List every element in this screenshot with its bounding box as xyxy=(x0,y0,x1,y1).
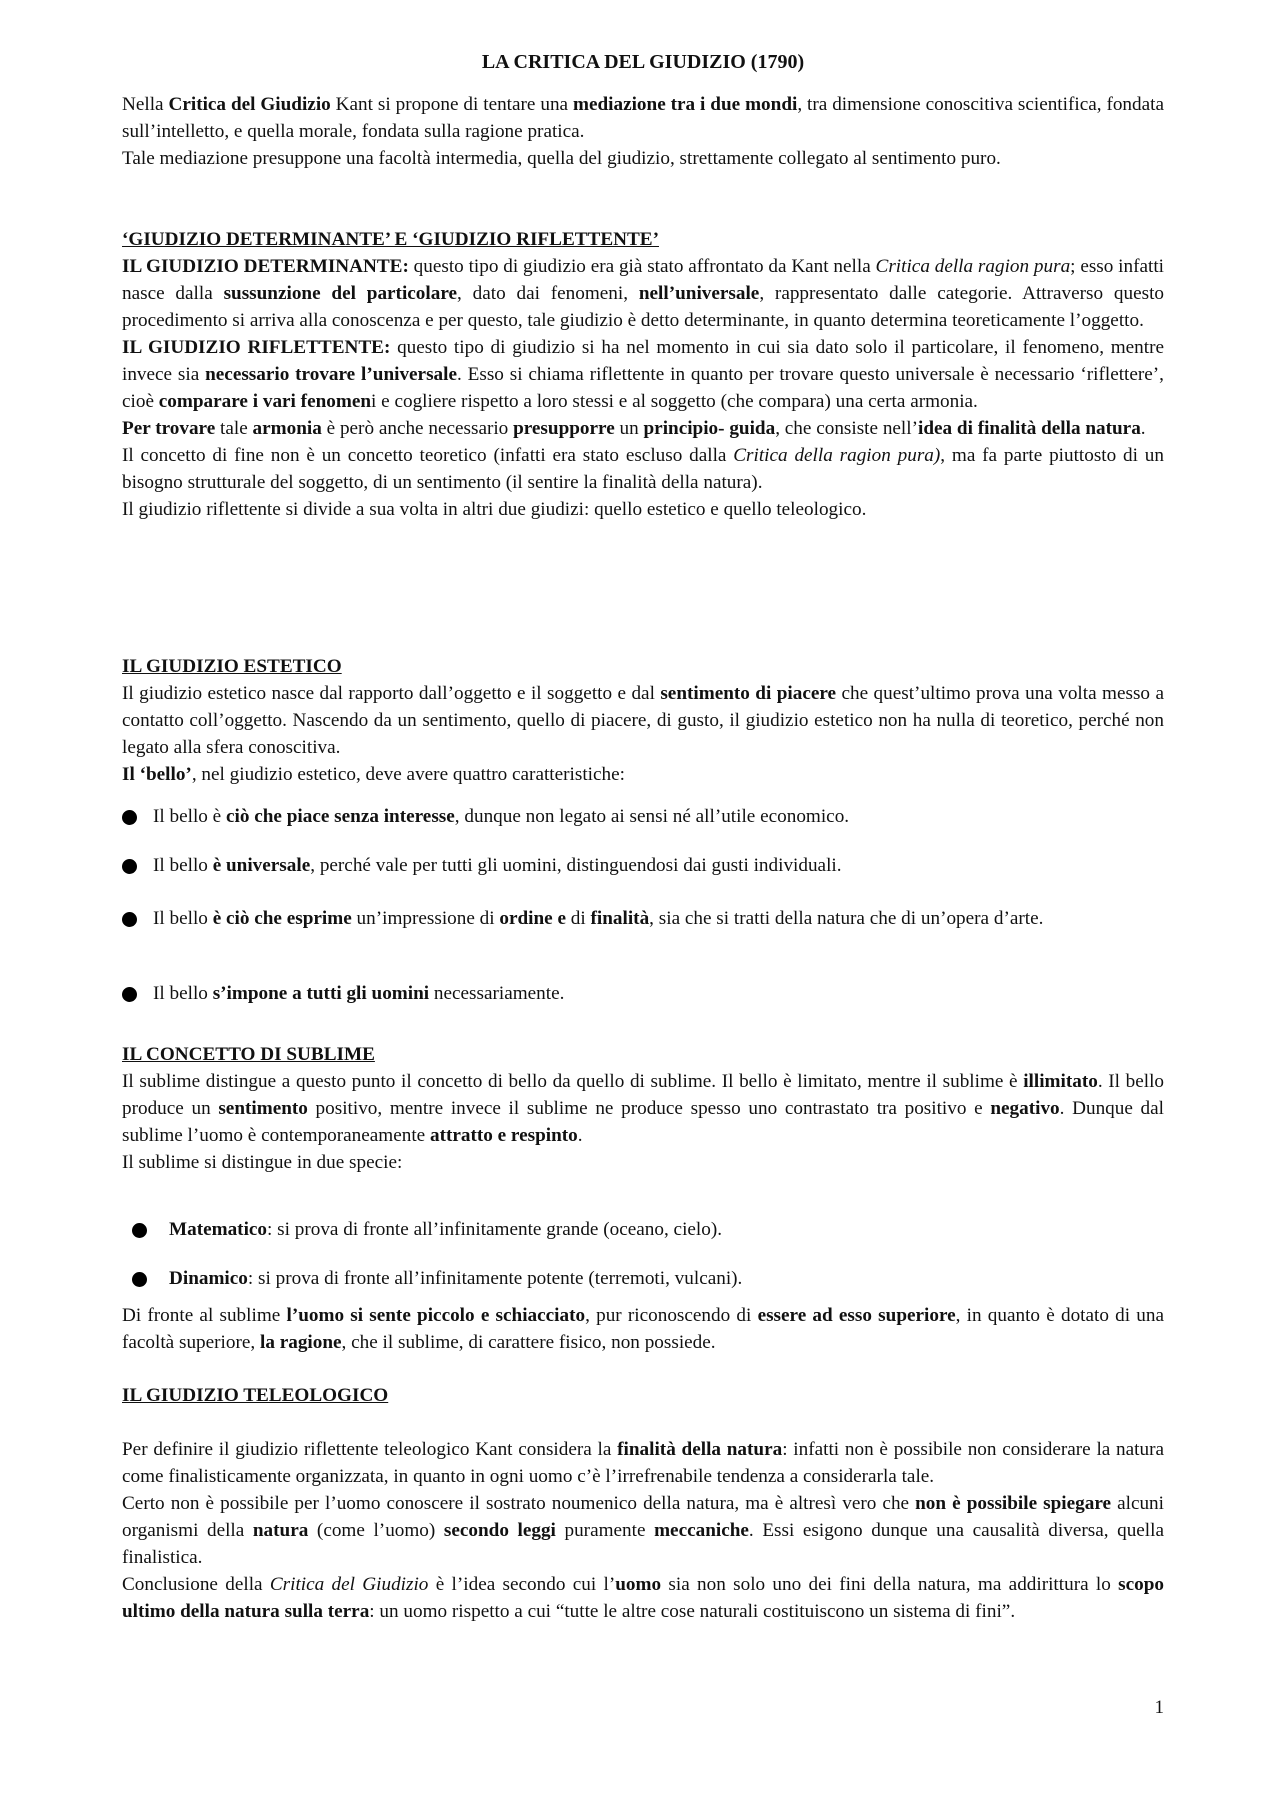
text-run: Kant si propone di tentare una xyxy=(330,94,573,115)
document-page xyxy=(122,0,1164,1811)
list-item-text xyxy=(153,803,1164,830)
text-run: sentimento xyxy=(218,1098,308,1119)
text-run: un xyxy=(614,418,644,439)
text-run: Nella xyxy=(122,94,169,115)
list-item-text xyxy=(153,852,1164,879)
text-run: di xyxy=(566,908,591,929)
text-run: ciò che piace senza interesse xyxy=(226,806,455,827)
text-run: . xyxy=(1140,418,1146,439)
text-run: idea di finalità della natura xyxy=(917,418,1141,439)
text-run: Il sublime si distingue in due specie: xyxy=(122,1152,403,1173)
paragraph-sublime-closing-text xyxy=(122,1302,1164,1356)
text-run: , rappresentato dalle categorie. Attraverso questo procedimento si arriva alla conoscenza e per questo, tale giudizio è detto determinante, in quanto determina teoreticamente l’oggetto. xyxy=(122,283,1165,331)
bullet-icon xyxy=(132,1272,147,1287)
text-run: secondo leggi xyxy=(443,1520,556,1541)
text-run: Critica della ragion pura xyxy=(875,256,1071,277)
text-run: , sia che si tratti della natura che di un’opera d’arte. xyxy=(649,908,1044,929)
text-run: Il sublime distingue a questo punto il concetto di bello da quello di sublime. Il bello è limitato, mentre il sublime è xyxy=(122,1071,1024,1092)
text-run: puramente xyxy=(555,1520,655,1541)
text-run: uomo xyxy=(615,1574,662,1595)
text-run: scopo ultimo della natura sulla terra xyxy=(122,1574,1164,1622)
bullet-icon xyxy=(122,859,137,874)
text-run: mediazione tra i due mondi xyxy=(572,94,798,115)
text-run: sussunzione del particolare xyxy=(223,283,458,304)
text-run: , pur riconoscendo di xyxy=(585,1305,758,1326)
text-run: ordine e xyxy=(499,908,566,929)
text-run: questo tipo di giudizio era già stato affrontato da Kant nella xyxy=(408,256,876,277)
text-run: , che il sublime, di carattere fisico, non possiede. xyxy=(341,1332,716,1353)
paragraph-estetico-2 xyxy=(122,761,1164,788)
text-run: essere ad esso superiore xyxy=(757,1305,956,1326)
text-run: la ragione xyxy=(259,1332,342,1353)
text-run: , tra dimensione conoscitiva scientifica, fondata sull’intelletto, e quella morale, fondata sulla ragione pratica. xyxy=(122,94,1164,142)
text-run: l’uomo si sente piccolo e schiacciato xyxy=(286,1305,586,1326)
bullet-icon xyxy=(122,987,137,1002)
intro-block xyxy=(122,91,1164,172)
text-run: Per trovare xyxy=(122,418,216,439)
text-run: meccaniche xyxy=(654,1520,749,1541)
text-run: Il bello xyxy=(153,983,213,1004)
text-run: natura xyxy=(252,1520,309,1541)
text-run: Certo non è possibile per l’uomo conoscere il sostrato noumenico della natura, ma è altresì vero che xyxy=(122,1493,916,1514)
text-run: Il bello xyxy=(153,855,213,876)
text-run: un’impressione di xyxy=(351,908,500,929)
paragraph-sublime-2 xyxy=(122,1149,1164,1176)
section-teleologico-body xyxy=(122,1436,1164,1625)
text-run: Critica della ragion pura) xyxy=(733,445,941,466)
text-run: è però anche necessario xyxy=(321,418,514,439)
intro-paragraph-2 xyxy=(122,145,1164,172)
list-item-text xyxy=(153,980,1164,1007)
text-run: Per definire il giudizio riflettente teleologico Kant considera la xyxy=(122,1439,618,1460)
text-run: nell’universale xyxy=(638,283,760,304)
text-run: IL GIUDIZIO RIFLETTENTE: xyxy=(122,337,391,358)
text-run: Il giudizio estetico nasce dal rapporto dall’oggetto e il soggetto e dal xyxy=(122,683,661,704)
text-run: non è possibile spiegare xyxy=(915,1493,1112,1514)
section-teleologico xyxy=(122,1382,1164,1409)
text-run: finalità xyxy=(590,908,650,929)
text-run: , dunque non legato ai sensi né all’utile economico. xyxy=(454,806,850,827)
paragraph-sublime-closing xyxy=(122,1302,1164,1356)
text-run: . Il bello produce un xyxy=(122,1071,1164,1119)
text-run: Il bello xyxy=(153,908,213,929)
list-item-text xyxy=(153,901,1164,937)
text-run: , dato dai fenomeni, xyxy=(457,283,639,304)
text-run: Il bello è xyxy=(153,806,226,827)
text-run: IL GIUDIZIO DETERMINANTE: xyxy=(122,256,409,277)
text-run: : si prova di fronte all’infinitamente grande (oceano, cielo). xyxy=(267,1219,723,1240)
section-heading-sublime: IL CONCETTO DI SUBLIME xyxy=(122,1044,375,1065)
text-run: Il giudizio riflettente si divide a sua volta in altri due giudizi: quello estetico e quello teleologico. xyxy=(122,499,867,520)
text-run: . xyxy=(577,1125,583,1146)
paragraph-determinante-4 xyxy=(122,442,1164,496)
text-run: , nel giudizio estetico, deve avere quattro caratteristiche: xyxy=(191,764,625,785)
paragraph-sublime-1 xyxy=(122,1068,1164,1149)
text-run: . Essi esigono dunque una causalità diversa, quella finalistica. xyxy=(122,1520,1164,1568)
bullet-icon xyxy=(132,1223,147,1238)
section-sublime xyxy=(122,1041,1164,1176)
intro-paragraph-1 xyxy=(122,91,1164,145)
text-run: Matematico xyxy=(169,1219,268,1240)
text-run: attratto e respinto xyxy=(429,1125,578,1146)
paragraph-teleologico-1 xyxy=(122,1436,1164,1490)
document-title: LA CRITICA DEL GIUDIZIO (1790) xyxy=(481,51,805,73)
text-run: i e cogliere rispetto a loro stessi e al soggetto (che compara) una certa armonia. xyxy=(371,391,978,412)
text-run: sia non solo uno dei fini della natura, ma addirittura lo xyxy=(661,1574,1119,1595)
text-run: è universale xyxy=(212,855,311,876)
text-run: : infatti non è possibile non considerare la natura come finalisticamente organizzata, in quanto in ogni uomo c’è l’irrefrenabile tendenza a considerarla tale. xyxy=(122,1439,1164,1487)
text-run: tale xyxy=(215,418,253,439)
paragraph-determinante-1 xyxy=(122,253,1164,334)
list-item-text xyxy=(169,1265,1164,1292)
text-run: questo tipo di giudizio si ha nel momento in cui sia dato solo il particolare, il fenomeno, mentre invece sia xyxy=(122,337,1165,385)
text-run: : si prova di fronte all’infinitamente potente (terremoti, vulcani). xyxy=(247,1268,743,1289)
text-run: illimitato xyxy=(1023,1071,1098,1092)
text-run: Dinamico xyxy=(169,1268,248,1289)
text-run: Conclusione della xyxy=(122,1574,270,1595)
text-run: Critica del Giudizio xyxy=(269,1574,429,1595)
paragraph-estetico-1 xyxy=(122,680,1164,761)
paragraph-determinante-2 xyxy=(122,334,1164,415)
text-run: . Dunque dal sublime l’uomo è contemporaneamente xyxy=(122,1098,1164,1146)
bullet-icon xyxy=(122,912,137,927)
text-run: , in quanto è dotato di una facoltà superiore, xyxy=(122,1305,1164,1353)
paragraph-determinante-3 xyxy=(122,415,1164,442)
text-run: Il ‘bello’ xyxy=(122,764,192,785)
text-run: Tale mediazione presuppone una facoltà intermedia, quella del giudizio, strettamente collegato al sentimento puro. xyxy=(122,148,1001,169)
text-run: Critica del Giudizio xyxy=(168,94,331,115)
text-run: ; esso infatti nasce dalla xyxy=(122,256,1165,304)
section-determinante xyxy=(122,226,1164,523)
paragraph-teleologico-2 xyxy=(122,1490,1164,1571)
text-run: alcuni organismi della xyxy=(122,1493,1164,1541)
section-estetico xyxy=(122,653,1164,788)
text-run: , perché vale per tutti gli uomini, distinguendosi dai gusti individuali. xyxy=(310,855,842,876)
page-number: 1 xyxy=(1154,1697,1164,1718)
text-run: , che consiste nell’ xyxy=(775,418,918,439)
text-run: s’impone a tutti gli uomini xyxy=(212,983,430,1004)
paragraph-teleologico-3 xyxy=(122,1571,1164,1625)
text-run: finalità della natura xyxy=(617,1439,783,1460)
text-run: che quest’ultimo prova una volta messo a contatto coll’oggetto. Nascendo da un sentimento, quello di piacere, di gusto, il giudizio estetico non ha nulla di teoretico, perché non legato alla sfera conoscitiva. xyxy=(122,683,1164,758)
bullet-icon xyxy=(122,810,137,825)
text-run: , ma fa parte piuttosto di un bisogno strutturale del soggetto, di un sentimento (il sentire la finalità della natura). xyxy=(122,445,1164,493)
text-run: armonia xyxy=(252,418,322,439)
section-heading-determinante: ‘GIUDIZIO DETERMINANTE’ E ‘GIUDIZIO RIFLETTENTE’ xyxy=(122,229,659,250)
text-run: positivo, mentre invece il sublime ne produce spesso uno contrastato tra positivo e xyxy=(307,1098,991,1119)
text-run: (come l’uomo) xyxy=(308,1520,444,1541)
list-item-text xyxy=(169,1216,1164,1243)
text-run: comparare i vari fenomen xyxy=(158,391,372,412)
text-run: sentimento di piacere xyxy=(660,683,837,704)
text-run: presupporre xyxy=(513,418,615,439)
text-run: è ciò che esprime xyxy=(212,908,352,929)
section-heading-teleologico: IL GIUDIZIO TELEOLOGICO xyxy=(122,1385,389,1406)
text-run: Di fronte al sublime xyxy=(122,1305,287,1326)
text-run: necessario trovare l’universale xyxy=(205,364,457,385)
paragraph-determinante-5 xyxy=(122,496,1164,523)
text-run: principio- guida xyxy=(643,418,776,439)
section-heading-estetico: IL GIUDIZIO ESTETICO xyxy=(122,656,342,677)
text-run: . Esso si chiama riflettente in quanto per trovare questo universale è necessario ‘riflettere’, cioè xyxy=(122,364,1164,412)
text-run: necessariamente. xyxy=(429,983,565,1004)
text-run: è l’idea secondo cui l’ xyxy=(428,1574,616,1595)
text-run: : un uomo rispetto a cui “tutte le altre cose naturali costituiscono un sistema di fini”. xyxy=(369,1601,1016,1622)
text-run: negativo xyxy=(990,1098,1060,1119)
text-run: Il concetto di fine non è un concetto teoretico (infatti era stato escluso dalla xyxy=(122,445,734,466)
